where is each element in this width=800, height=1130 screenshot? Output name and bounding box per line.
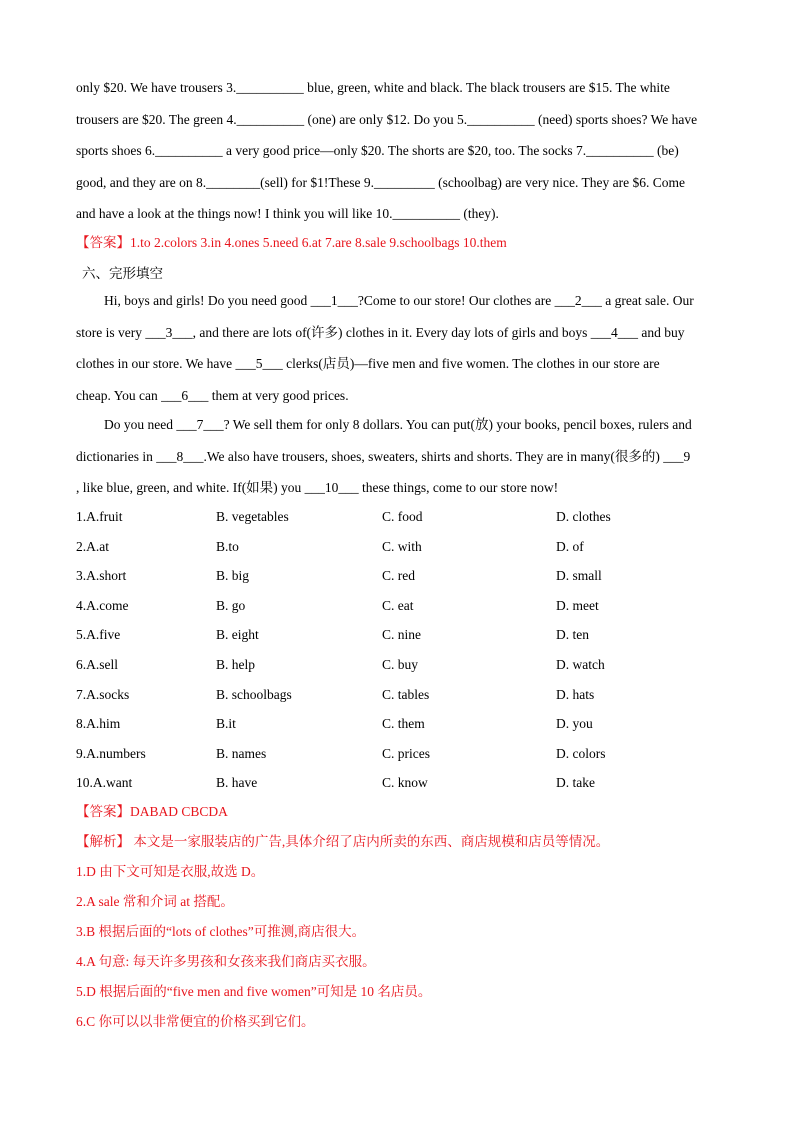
option-row (76, 508, 736, 538)
option-c: C. eat (382, 597, 414, 613)
option-d: D. ten (556, 627, 589, 643)
analysis: 【解析】 本文是一家服装店的广告,具体介绍了店内所卖的东西、商店规模和店员等情况。 (76, 834, 610, 849)
option-a: 4.A.come (76, 597, 129, 613)
option-b: B.to (216, 538, 239, 554)
option-row (76, 745, 736, 775)
option-a: 7.A.socks (76, 686, 130, 702)
option-b: B. names (216, 745, 267, 761)
cloze-row (76, 324, 724, 356)
explanation-item: 1.D 由下文可知是衣服,故选 D。 (76, 864, 265, 879)
passage-five (76, 79, 724, 237)
explanation-item: 6.C 你可以以非常便宜的价格买到它们。 (76, 1014, 315, 1029)
cloze-row (76, 355, 724, 387)
explanation-item: 2.A sale 常和介词 at 搭配。 (76, 894, 234, 909)
passage-five-row (76, 174, 724, 206)
option-d: D. hats (556, 686, 595, 702)
section-title: 六、完形填空 (82, 266, 163, 281)
option-c: C. tables (382, 686, 430, 702)
options-list (76, 508, 736, 804)
cloze-text: Hi, boys and girls! Do you need good ___1___?Come to our store! Our clothes are ___2___ a great sale. Our (104, 293, 694, 308)
cloze-row (76, 479, 724, 511)
option-row (76, 626, 736, 656)
option-row (76, 715, 736, 745)
option-c: C. them (382, 716, 425, 732)
cloze-paragraph-2 (76, 416, 724, 511)
passage-five-row (76, 142, 724, 174)
option-d: D. watch (556, 656, 605, 672)
option-row (76, 774, 736, 804)
cloze-text: cheap. You can ___6___ them at very good prices. (76, 387, 349, 403)
option-b: B. schoolbags (216, 686, 292, 702)
cloze-row (76, 416, 724, 448)
cloze-text: Do you need ___7___? We sell them for only 8 dollars. You can put(放) your books, pencil boxes, rulers and (104, 417, 692, 432)
option-b: B. go (216, 597, 246, 613)
option-d: D. clothes (556, 509, 611, 524)
cloze-row (76, 448, 724, 480)
explanation-item: 3.B 根据后面的“lots of clothes”可推测,商店很大。 (76, 924, 366, 939)
option-a: 10.A.want (76, 775, 133, 791)
passage-text: only $20. We have trousers 3.__________ blue, green, white and black. The black trousers are $15. The white (76, 80, 670, 95)
option-a: 3.A.short (76, 568, 127, 584)
cloze-row (76, 387, 724, 419)
cloze-row (76, 292, 724, 324)
option-b: B. big (216, 568, 250, 584)
option-row (76, 686, 736, 716)
explanation-item: 4.A 句意: 每天许多男孩和女孩来我们商店买衣服。 (76, 954, 376, 969)
option-d: D. meet (556, 597, 599, 613)
option-d: D. take (556, 775, 595, 791)
explanation-item: 5.D 根据后面的“five men and five women”可知是 10 名店员。 (76, 984, 432, 999)
option-d: D. colors (556, 745, 606, 761)
cloze-text: clothes in our store. We have ___5___ clerks(店员)—five men and five women. The clothes in our store are (76, 356, 660, 371)
option-a: 8.A.him (76, 716, 121, 732)
option-row (76, 538, 736, 568)
option-c: C. red (382, 568, 415, 584)
passage-five-row (76, 79, 724, 111)
option-c: C. prices (382, 745, 430, 761)
cloze-text: store is very ___3___, and there are lots of(许多) clothes in it. Every day lots of girls and boys ___4___ and buy (76, 324, 685, 340)
option-b: B.it (216, 716, 236, 732)
passage-text: good, and they are on 8.________(sell) for $1!These 9._________ (schoolbag) are very nice. They are $6. Come (76, 174, 685, 190)
option-a: 9.A.numbers (76, 745, 146, 761)
passage-text: sports shoes 6.__________ a very good price—only $20. The shorts are $20, too. The socks 7.__________ (be) (76, 143, 679, 158)
option-a: 2.A.at (76, 538, 109, 554)
passage-text: trousers are $20. The green 4.__________ (one) are only $12. Do you 5.__________ (need) sports shoes? We have (76, 111, 698, 127)
answer-six: 【答案】DABAD CBCDA (76, 804, 228, 819)
option-d: D. you (556, 716, 593, 732)
option-c: C. food (382, 509, 423, 524)
answer-five: 【答案】1.to 2.colors 3.in 4.ones 5.need 6.at 7.are 8.sale 9.schoolbags 10.them (76, 235, 507, 250)
option-b: B. eight (216, 627, 259, 643)
option-c: C. know (382, 775, 428, 791)
passage-five-row (76, 111, 724, 143)
cloze-text: , like blue, green, and white. If(如果) you ___10___ these things, come to our store now! (76, 480, 559, 495)
option-b: B. help (216, 656, 255, 672)
option-a: 5.A.five (76, 627, 121, 643)
option-d: D. small (556, 568, 602, 584)
option-b: B. have (216, 775, 258, 791)
passage-five-row (76, 205, 724, 237)
option-a: 6.A.sell (76, 656, 118, 672)
option-c: C. nine (382, 627, 421, 643)
option-c: C. buy (382, 656, 419, 672)
option-row (76, 567, 736, 597)
option-row (76, 656, 736, 686)
passage-text: and have a look at the things now! I think you will like 10.__________ (they). (76, 206, 499, 221)
option-a: 1.A.fruit (76, 509, 123, 524)
option-d: D. of (556, 538, 584, 554)
cloze-paragraph-1 (76, 292, 724, 418)
cloze-text: dictionaries in ___8___.We also have trousers, shoes, sweaters, shirts and shorts. They are in many(很多的) ___9 (76, 448, 691, 464)
option-b: B. vegetables (216, 509, 289, 524)
option-c: C. with (382, 538, 422, 554)
option-row (76, 597, 736, 627)
